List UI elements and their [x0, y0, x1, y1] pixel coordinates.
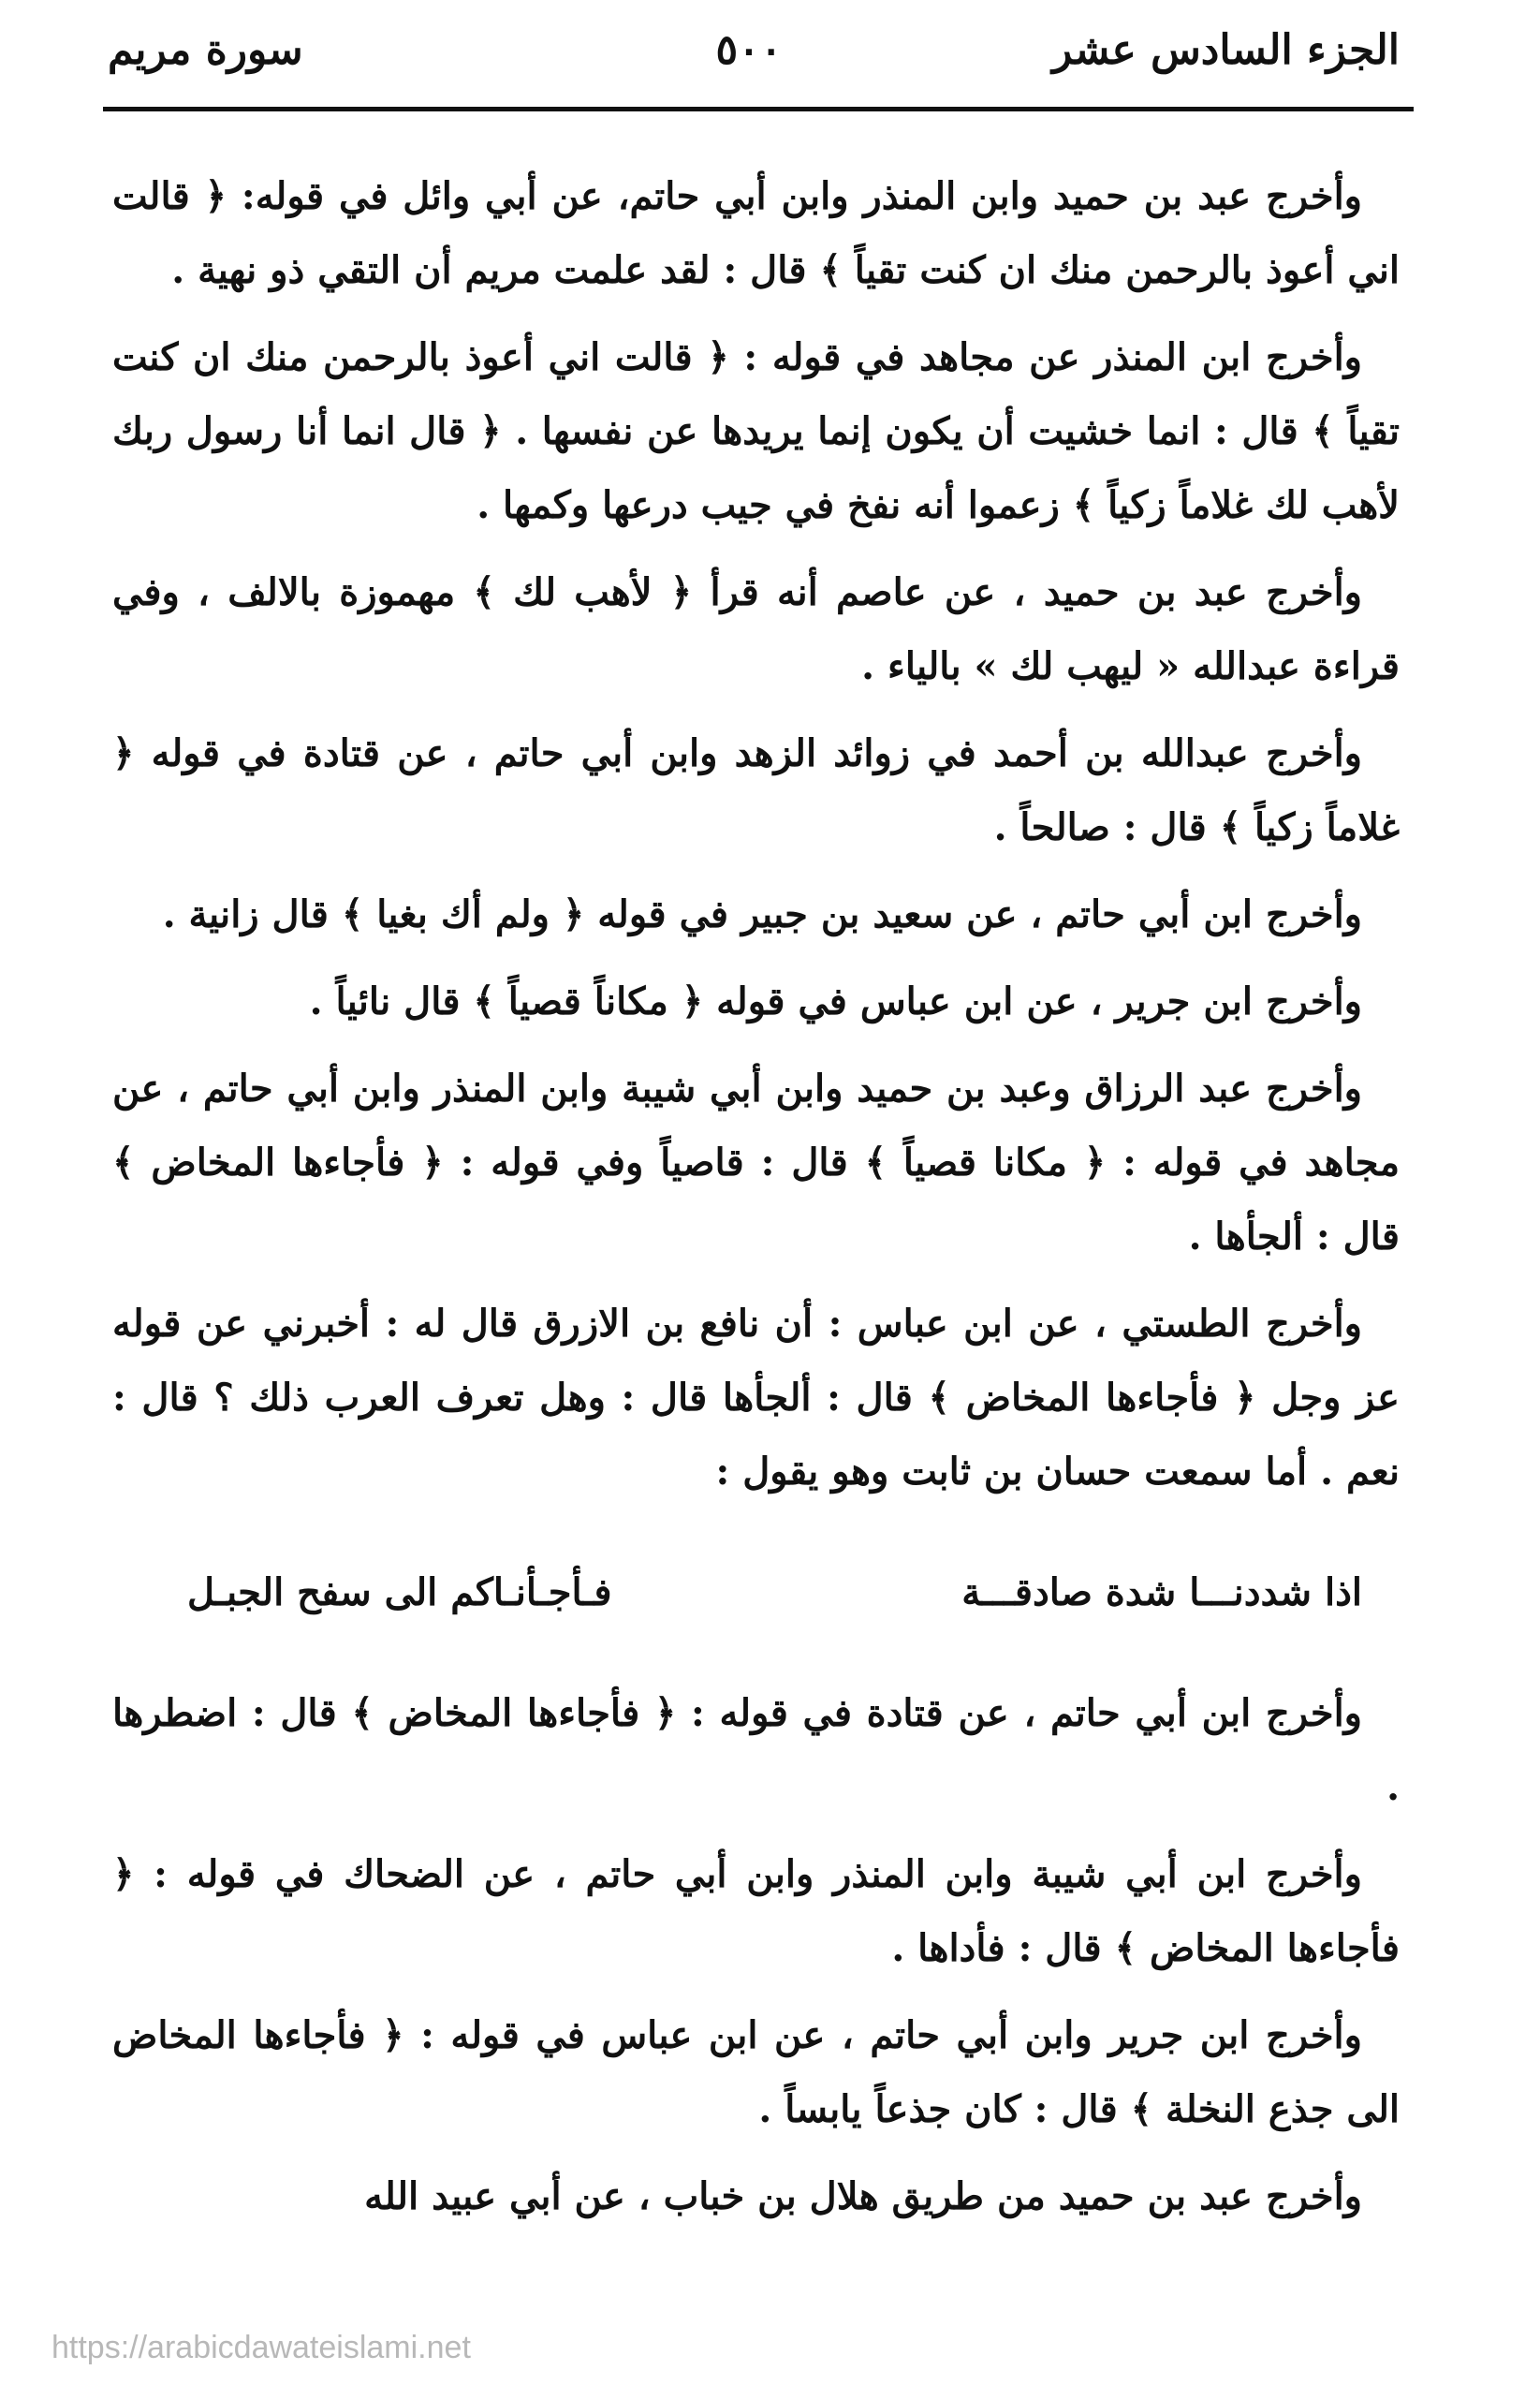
verse-first-hemistich: اذا شددنـــا شدة صادقـــة — [961, 1570, 1362, 1614]
source-watermark: https://arabicdawateislami.net — [51, 2330, 471, 2365]
paragraph: وأخرج ابن جرير ، عن ابن عباس في قوله ﴿ مكاناً قصياً ﴾ قال نائياً . — [309, 979, 1362, 1023]
page-header — [0, 0, 1540, 122]
header-page-number: ٥٠٠ — [715, 26, 783, 74]
paragraph: وأخرج عبد الرزاق وعبد بن حميد وابن أبي شيبة وابن المنذر وابن أبي حاتم ، عن مجاهد في قوله : ﴿ مكانا قصياً ﴾ قال : قاصياً وفي قوله : ﴿ فأجاءها المخاض ﴾ قال : ألجأها . — [112, 1067, 1400, 1259]
verse-second-hemistich: فـأجـأنـاكم الى سفح الجبـل — [187, 1570, 612, 1614]
page-body — [112, 159, 1400, 2246]
paragraph: وأخرج عبدالله بن أحمد في زوائد الزهد وابن أبي حاتم ، عن قتادة في قوله ﴿ غلاماً زكياً ﴾ قال : صالحاً . — [112, 731, 1400, 849]
paragraph: وأخرج ابن أبي شيبة وابن المنذر وابن أبي حاتم ، عن الضحاك في قوله : ﴿ فأجاءها المخاض ﴾ قال : فأداها . — [112, 1852, 1400, 1970]
header-part-title: الجزء السادس عشر — [1051, 26, 1400, 74]
paragraph: وأخرج الطستي ، عن ابن عباس : أن نافع بن الازرق قال له : أخبرني عن قوله عز وجل ﴿ فأجاءها المخاض ﴾ قال : ألجأها قال : وهل تعرف العرب ذلك ؟ قال : نعم . أما سمعت حسان بن ثابت وهو يقول : — [112, 1302, 1400, 1494]
paragraph: وأخرج ابن أبي حاتم ، عن قتادة في قوله : ﴿ فأجاءها المخاض ﴾ قال : اضطرها . — [112, 1691, 1400, 1809]
paragraph: وأخرج ابن جرير وابن أبي حاتم ، عن ابن عباس في قوله : ﴿ فأجاءها المخاض الى جذع النخلة ﴾ قال : كان جذعاً يابساً . — [112, 2013, 1400, 2131]
header-divider — [103, 107, 1414, 111]
poetry-verse — [112, 1555, 1400, 1629]
paragraph: وأخرج ابن أبي حاتم ، عن سعيد بن جبير في قوله ﴿ ولم أك بغيا ﴾ قال زانية . — [162, 892, 1362, 936]
header-surah-title: سورة مريم — [108, 26, 303, 74]
paragraph: وأخرج عبد بن حميد من طريق هلال بن خباب ، عن أبي عبيد الله — [364, 2174, 1362, 2218]
paragraph: وأخرج ابن المنذر عن مجاهد في قوله : ﴿ قالت اني أعوذ بالرحمن منك ان كنت تقياً ﴾ قال : انما خشيت أن يكون إنما يريدها عن نفسها . ﴿ قال انما أنا رسول ربك لأهب لك غلاماً زكياً ﴾ زعموا أنه نفخ في جيب درعها وكمها . — [112, 335, 1400, 527]
paragraph: وأخرج عبد بن حميد ، عن عاصم أنه قرأ ﴿ لأهب لك ﴾ مهموزة بالالف ، وفي قراءة عبدالله « ليهب لك » بالياء . — [112, 570, 1400, 688]
paragraph: وأخرج عبد بن حميد وابن المنذر وابن أبي حاتم، عن أبي وائل في قوله: ﴿ قالت اني أعوذ بالرحمن منك ان كنت تقياً ﴾ قال : لقد علمت مريم أن التقي ذو نهية . — [112, 174, 1400, 292]
